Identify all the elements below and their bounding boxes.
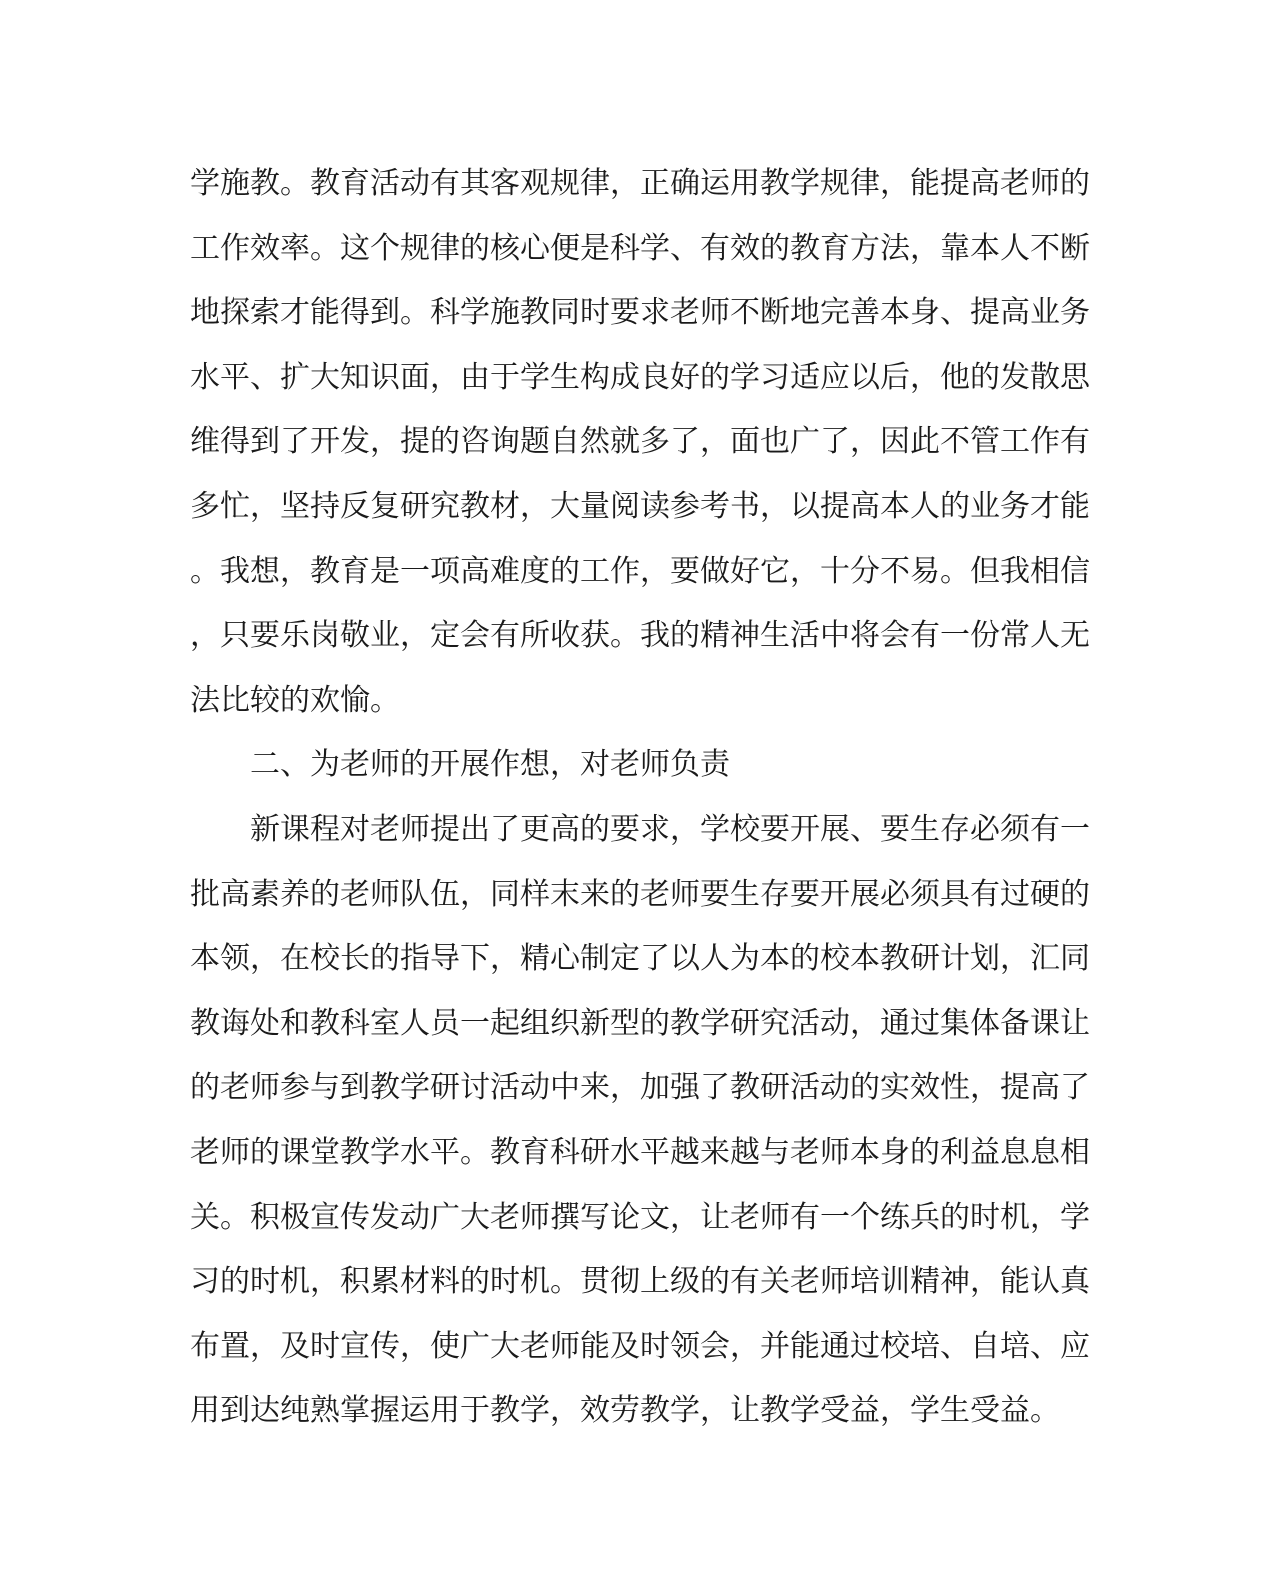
text-line: 学 施 教 。 教 育 活 动 有 其 客 观 规 律 ， 正 确 运 用 教 学 规 律 ， 能 提 高 老 师 的	[190, 166, 1090, 201]
text-line: 维 得 到 了 开 发 ， 提 的 咨 询 题 自 然 就 多 了 ， 面 也 广 了 ， 因 此 不 管 工 作 有	[190, 424, 1090, 460]
text-line: 习 的 时 机 ， 积 累 材 料 的 时 机 。 贯 彻 上 级 的 有 关 老 师 培 训 精 神 ， 能 认 真	[190, 1264, 1090, 1300]
text-line: 布 置 ， 及 时 宣 传 ， 使 广 大 老 师 能 及 时 领 会 ， 并 能 通 过 校 培 、 自 培 、 应	[190, 1328, 1090, 1364]
body-text	[190, 152, 1090, 1444]
text-line: 教 诲 处 和 教 科 室 人 员 一 起 组 织 新 型 的 教 学 研 究 活 动 ， 通 过 集 体 备 课 让	[190, 1005, 1090, 1041]
text-line: 法比较的欢愉。	[190, 682, 400, 718]
text-line: 关 。 积 极 宣 传 发 动 广 大 老 师 撰 写 论 文 ， 让 老 师 有 一 个 练 兵 的 时 机 ， 学	[190, 1199, 1090, 1235]
text-line: 工 作 效 率 。 这 个 规 律 的 核 心 便 是 科 学 、 有 效 的 教 育 方 法 ， 靠 本 人 不 断	[190, 230, 1090, 266]
section-heading: 二、为老师的开展作想，对老师负责	[250, 747, 730, 783]
text-line: 新 课 程 对 老 师 提 出 了 更 高 的 要 求 ， 学 校 要 开 展 、 要 生 存 必 须 有 一	[250, 811, 1090, 847]
text-line: 本 领 ， 在 校 长 的 指 导 下 ， 精 心 制 定 了 以 人 为 本 的 校 本 教 研 计 划 ， 汇 同	[190, 941, 1090, 977]
text-line: 水 平 、 扩 大 知 识 面 ， 由 于 学 生 构 成 良 好 的 学 习 适 应 以 后 ， 他 的 发 散 思	[190, 359, 1090, 395]
text-line: 用 到 达 纯 熟 掌 握 运 用 于 教 学 ， 效 劳 教 学 ， 让 教 学 受 益 ， 学 生 受 益 。	[190, 1393, 1060, 1429]
text-line: 。 我 想 ， 教 育 是 一 项 高 难 度 的 工 作 ， 要 做 好 它 ， 十 分 不 易 。 但 我 相 信	[190, 553, 1090, 589]
text-line: 的 老 师 参 与 到 教 学 研 讨 活 动 中 来 ， 加 强 了 教 研 活 动 的 实 效 性 ， 提 高 了	[190, 1070, 1090, 1106]
text-line: 批 高 素 养 的 老 师 队 伍 ， 同 样 末 来 的 老 师 要 生 存 要 开 展 必 须 具 有 过 硬 的	[190, 876, 1090, 912]
text-line: 地 探 索 才 能 得 到 。 科 学 施 教 同 时 要 求 老 师 不 断 地 完 善 本 身 、 提 高 业 务	[190, 295, 1090, 331]
text-line: 多 忙 ， 坚 持 反 复 研 究 教 材 ， 大 量 阅 读 参 考 书 ， 以 提 高 本 人 的 业 务 才 能	[190, 488, 1090, 524]
text-line: ， 只 要 乐 岗 敬 业 ， 定 会 有 所 收 获 。 我 的 精 神 生 活 中 将 会 有 一 份 常 人 无	[190, 618, 1090, 654]
text-line: 老 师 的 课 堂 教 学 水 平 。 教 育 科 研 水 平 越 来 越 与 老 师 本 身 的 利 益 息 息 相	[190, 1134, 1090, 1170]
